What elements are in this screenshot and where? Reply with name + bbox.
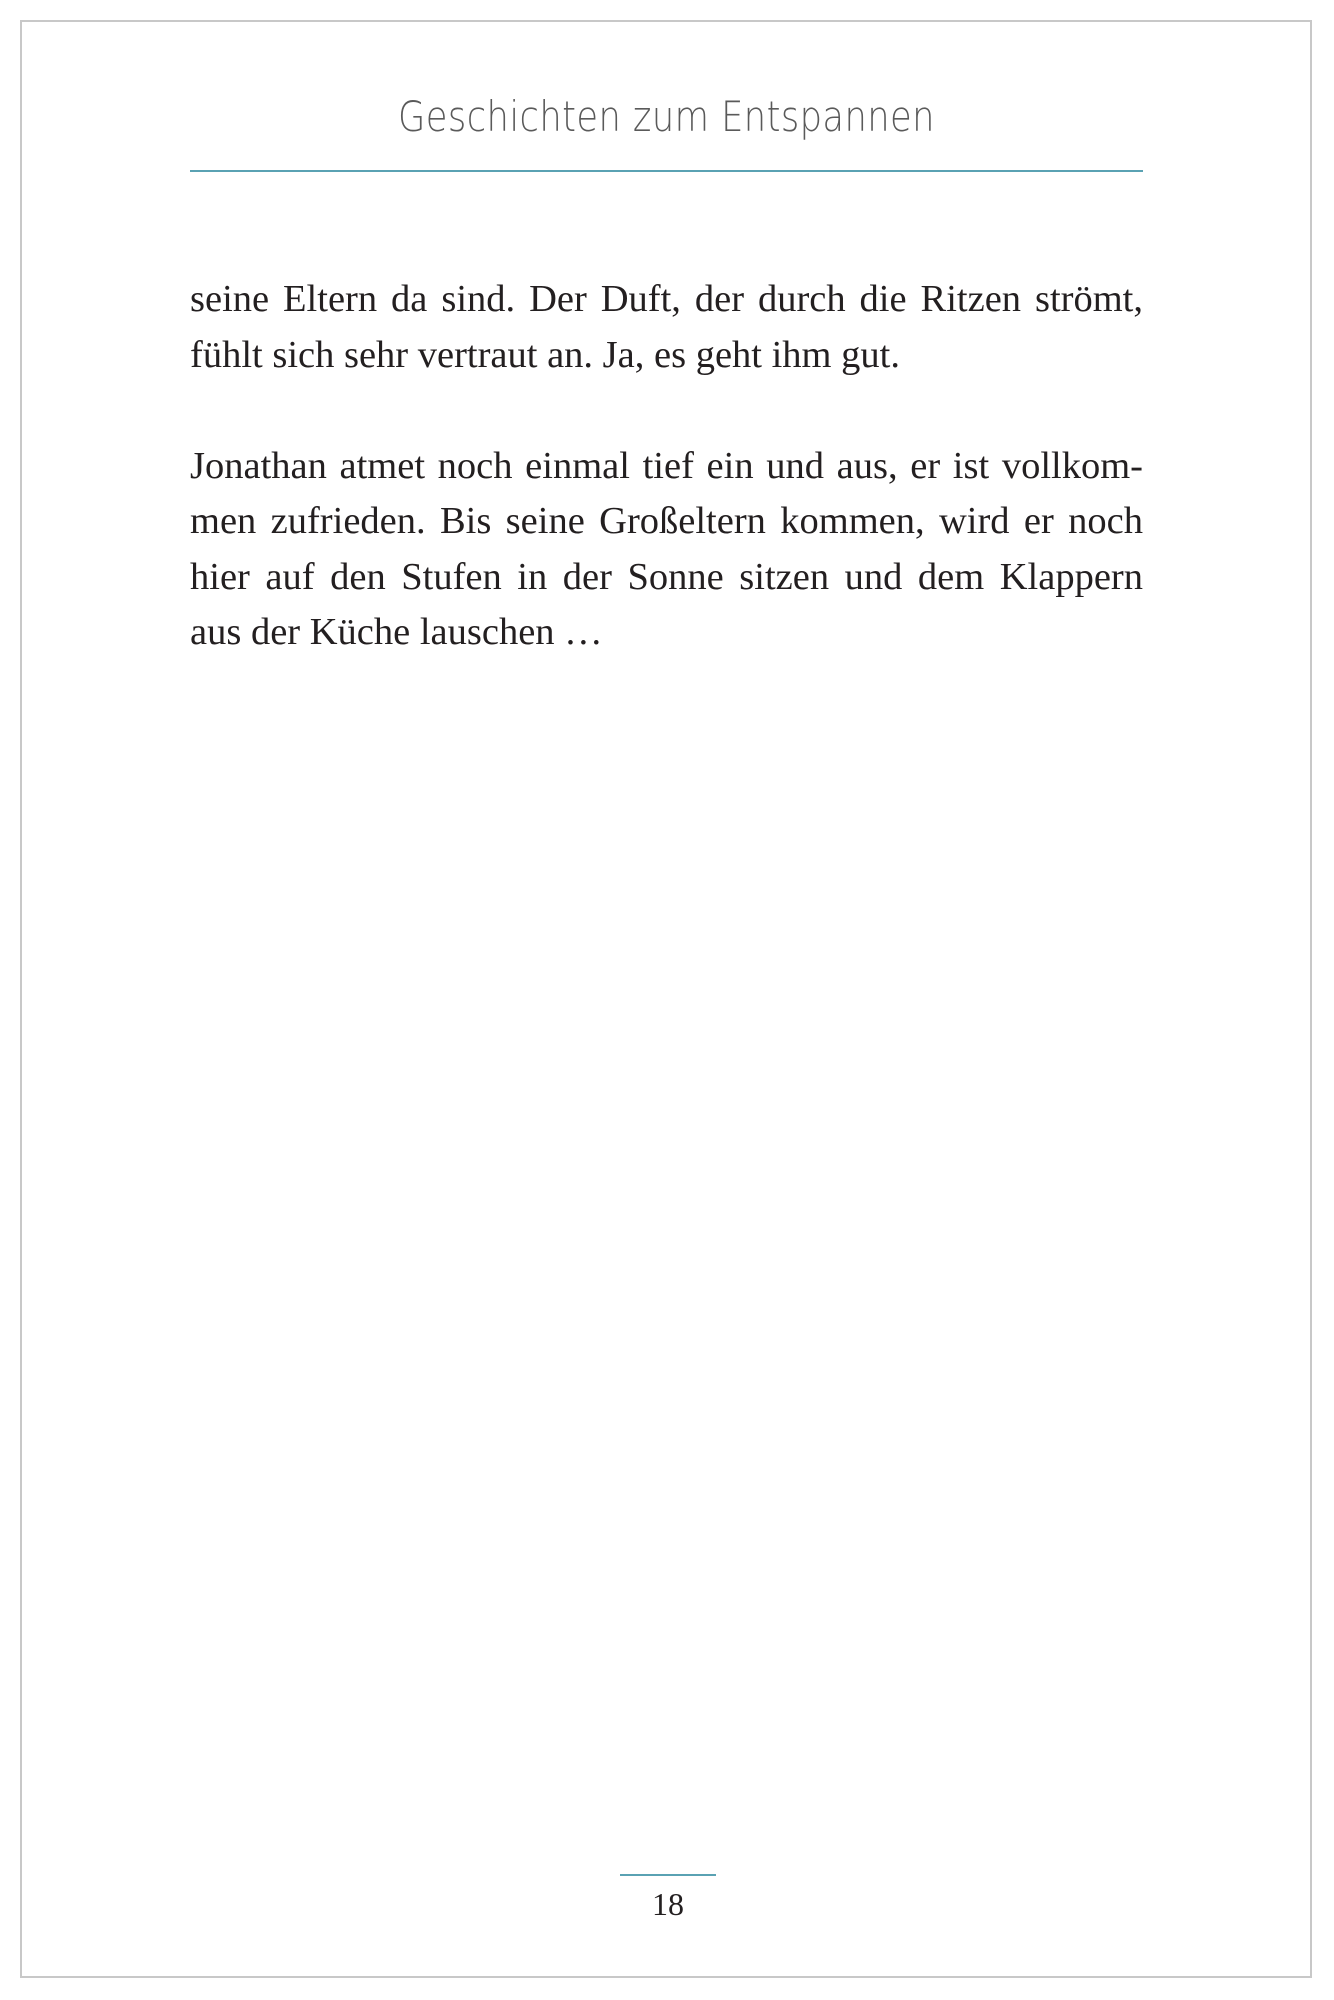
page-number: 18 [652, 1886, 684, 1922]
text-line: fühlt sich sehr vertraut an. Ja, es geht ihm gut. [190, 333, 900, 376]
text-line: hier auf den Stufen in der Sonne sitzen und dem Klappern [190, 555, 1143, 598]
running-header: Geschichten zum Entspannen [398, 92, 935, 141]
text-line: men zufrieden. Bis seine Großeltern kommen, wird er noch [190, 500, 1143, 542]
header-rule [190, 170, 1143, 172]
footer-rule [620, 1874, 716, 1876]
paragraph [190, 272, 1143, 383]
text-line: aus der Küche lauschen … [190, 611, 603, 653]
text-line: Jonathan atmet noch einmal tief ein und aus, er ist vollkom- [190, 444, 1143, 487]
paragraph [190, 439, 1143, 661]
text-line: seine Eltern da sind. Der Duft, der durch die Ritzen strömt, [190, 278, 1143, 320]
body-text [190, 272, 1143, 716]
